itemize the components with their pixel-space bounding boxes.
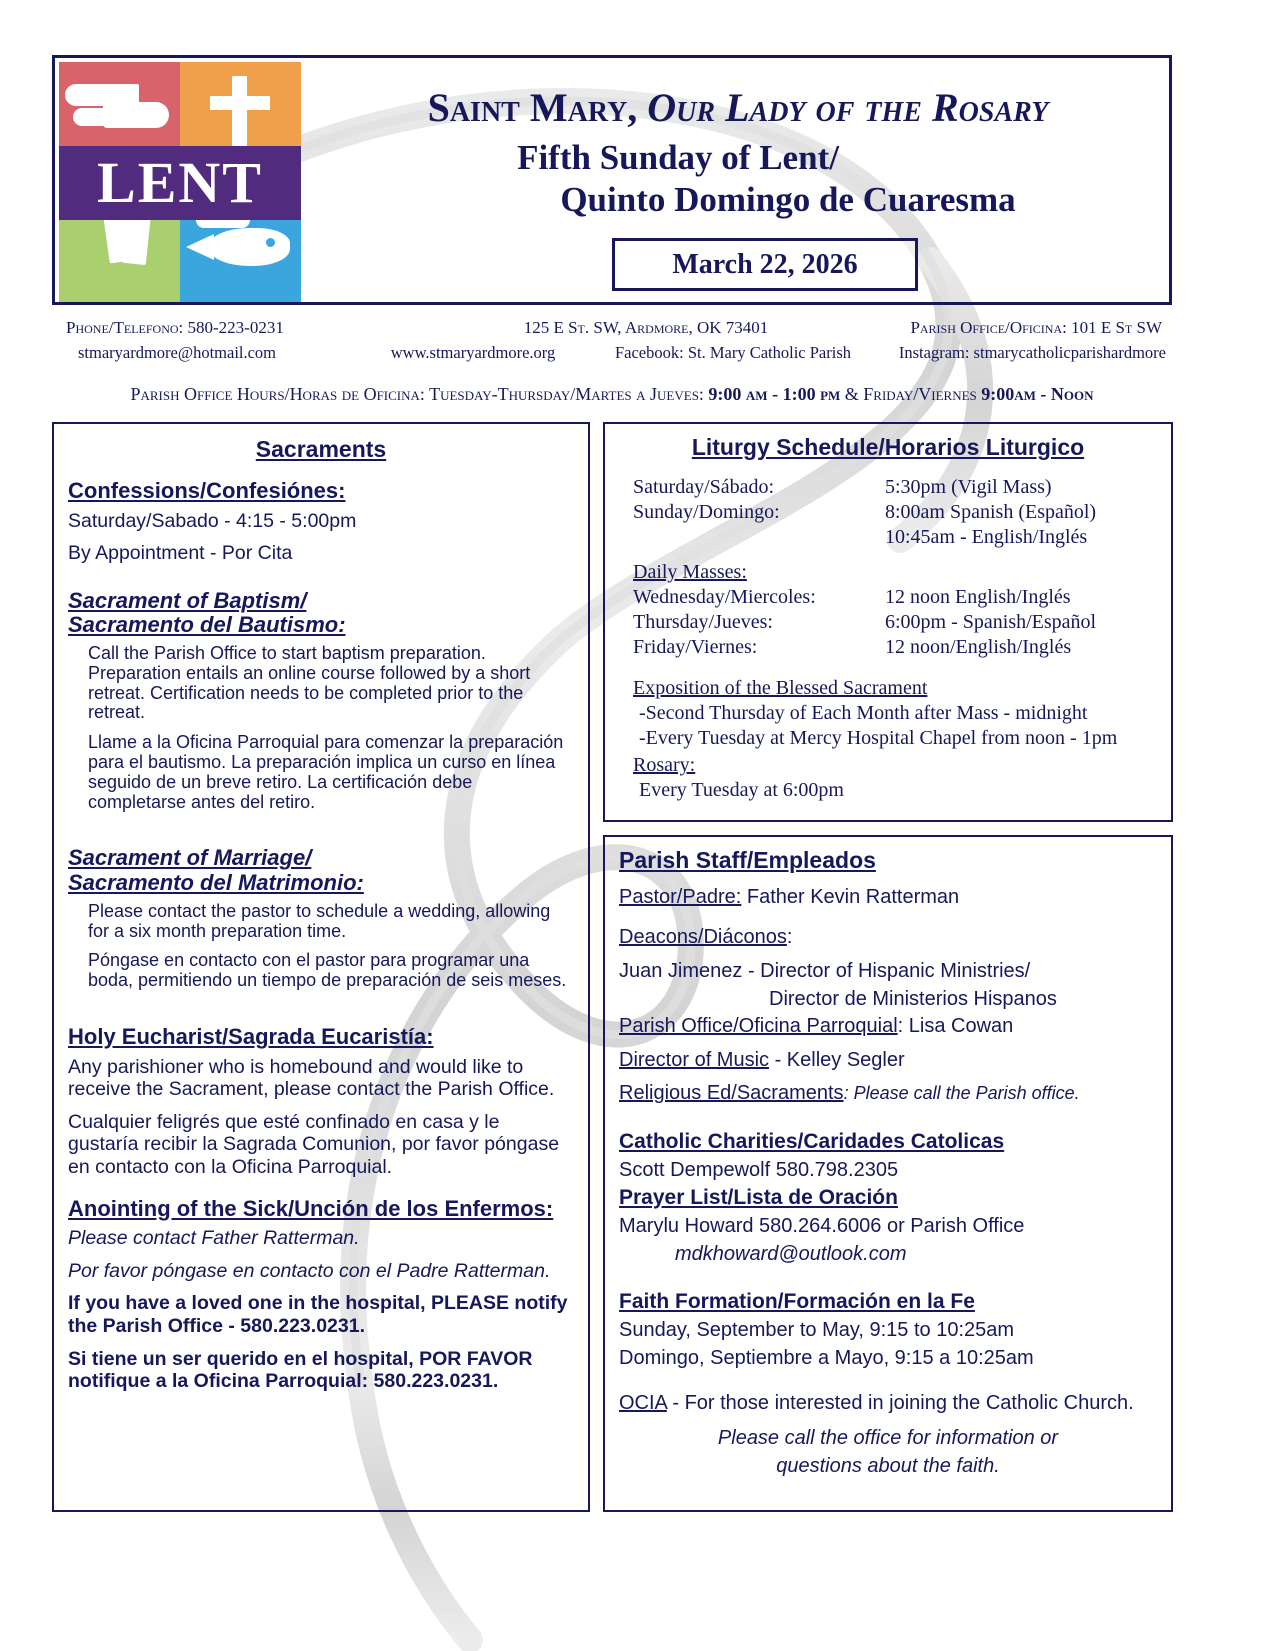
faith-formation-line-english: Sunday, September to May, 9:15 to 10:25am	[619, 1318, 1015, 1341]
liturgy-time: 8:00am Spanish (Español)	[885, 501, 1097, 523]
issue-date: March 22, 2026	[672, 248, 858, 280]
season-line-spanish: Quinto Domingo de Cuaresma	[560, 179, 1016, 219]
eucharist-heading: Holy Eucharist/Sagrada Eucaristía:	[68, 1023, 434, 1049]
rosary-heading: Rosary:	[633, 754, 696, 776]
email-link[interactable]: stmaryardmore@hotmail.com	[78, 343, 277, 362]
marriage-text-english: Please contact the pastor to schedule a wedding, allowing for a six month preparation time.	[88, 900, 551, 941]
faith-formation-line-spanish: Domingo, Septiembre a Mayo, 9:15 a 10:25am	[619, 1346, 1034, 1369]
prayer-list-contact: Marylu Howard 580.264.6006 or Parish Office	[619, 1214, 1025, 1237]
hospital-notice-english: If you have a loved one in the hospital, PLEASE notify the Parish Office - 580.223.0231.	[68, 1292, 568, 1338]
parish-name-italic: Our Lady of the Rosary	[647, 85, 1049, 130]
religious-ed-line	[619, 1082, 1157, 1106]
office-hours-weekday: 9:00 am - 1:00 pm	[708, 384, 841, 404]
baptism-heading-spanish: Sacramento del Bautismo:	[68, 612, 346, 638]
marriage-heading-english: Sacrament of Marriage/	[68, 845, 312, 871]
music-director-label: Director of Music	[619, 1048, 770, 1071]
lent-wordmark	[59, 146, 301, 220]
office-hours-label: Parish Office Hours/Horas de Oficina: Tuesday-Thursday/Martes a Jueves:	[130, 384, 704, 404]
page-title	[305, 86, 1171, 131]
confessions-heading: Confessions/Confesiónes:	[68, 478, 346, 503]
daily-masses-heading: Daily Masses:	[633, 561, 747, 583]
music-director-line	[619, 1049, 1157, 1073]
liturgy-body	[617, 475, 1159, 803]
prayer-list-heading: Prayer List/Lista de Oración	[619, 1185, 898, 1209]
music-director-name: - Kelley Segler	[769, 1048, 905, 1071]
liturgy-time: 5:30pm (Vigil Mass)	[885, 476, 1052, 498]
sacraments-title: Sacraments	[255, 436, 387, 462]
office-staff-label: Parish Office/Oficina Parroquial	[619, 1015, 898, 1038]
pastor-name: Father Kevin Ratterman	[741, 886, 960, 908]
marriage-heading	[68, 846, 574, 895]
address-text: 125 E St. SW, Ardmore, OK 73401	[523, 318, 769, 337]
religious-ed-note: : Please call the Parish office.	[843, 1083, 1080, 1104]
parish-staff-panel	[603, 835, 1173, 1512]
deacon-line-2: Director de Ministerios Hispanos	[769, 988, 1057, 1011]
daily-mass-time: 6:00pm - Spanish/Español	[885, 611, 1097, 633]
pastor-label: Pastor/Padre:	[619, 886, 742, 908]
exposition-line-1: -Second Thursday of Each Month after Mass - midnight	[639, 702, 1088, 724]
baptism-heading-english: Sacrament of Baptism/	[68, 587, 307, 613]
parish-staff-title: Parish Staff/Empleados	[619, 847, 876, 873]
marriage-heading-spanish: Sacramento del Matrimonio:	[68, 870, 364, 896]
anointing-text-english: Please contact Father Ratterman.	[68, 1227, 360, 1250]
season-title	[305, 137, 1171, 221]
baptism-heading	[68, 589, 574, 638]
ocia-line	[619, 1392, 1157, 1416]
deacon-line-1: Juan Jimenez - Director of Hispanic Ministries/	[619, 960, 1031, 983]
phone-text: Phone/Telefono: 580-223-0231	[66, 318, 284, 337]
daily-mass-row	[633, 610, 1159, 635]
ocia-text: - For those interested in joining the Catholic Church.	[666, 1391, 1134, 1414]
ocia-label: OCIA	[619, 1391, 667, 1414]
baptism-text-english: Call the Parish Office to start baptism preparation. Preparation entails an online course followed by a short retreat. Certification needs to be completed prior to the retreat.	[88, 643, 531, 723]
parish-name-plain: Saint Mary,	[427, 85, 648, 130]
office-hours-row	[52, 384, 1172, 405]
liturgy-day: Saturday/Sábado:	[633, 476, 775, 498]
liturgy-row	[633, 525, 1159, 550]
office-staff-name: : Lisa Cowan	[897, 1015, 1014, 1038]
office-address-text: Parish Office/Oficina: 101 E St SW	[910, 318, 1162, 337]
liturgy-day	[633, 525, 885, 550]
facebook-link[interactable]: Facebook: St. Mary Catholic Parish	[614, 343, 851, 362]
sacraments-panel	[52, 422, 590, 1512]
daily-mass-time: 12 noon/English/Inglés	[885, 636, 1072, 658]
deacons-label-line	[619, 926, 1157, 950]
exposition-line-2: -Every Tuesday at Mercy Hospital Chapel from noon - 1pm	[639, 727, 1118, 749]
daily-mass-row	[633, 635, 1159, 660]
contact-row-primary	[52, 318, 1172, 338]
anointing-text-spanish: Por favor póngase en contacto con el Padre Ratterman.	[68, 1259, 551, 1282]
catholic-charities-contact: Scott Dempewolf 580.798.2305	[619, 1158, 899, 1181]
marriage-text-spanish: Póngase en contacto con el pastor para programar una boda, permitiendo un tiempo de preparación de seis meses.	[88, 950, 567, 991]
faith-formation-heading: Faith Formation/Formación en la Fe	[619, 1289, 975, 1313]
season-line-english: Fifth Sunday of Lent/	[517, 137, 839, 177]
daily-mass-time: 12 noon English/Inglés	[885, 586, 1071, 608]
ocia-note-line-1: Please call the office for information or	[717, 1426, 1059, 1449]
ocia-note-line-2: questions about the faith.	[776, 1454, 1000, 1477]
eucharist-text-english: Any parishioner who is homebound and would like to receive the Sacrament, please contact the Parish Office.	[68, 1055, 555, 1101]
rosary-line: Every Tuesday at 6:00pm	[639, 779, 844, 801]
confessions-time: Saturday/Sabado - 4:15 - 5:00pm	[68, 509, 357, 532]
lent-logo	[59, 62, 301, 302]
website-link[interactable]: www.stmaryardmore.org	[390, 343, 556, 362]
liturgy-time: 10:45am - English/Inglés	[885, 526, 1088, 548]
daily-mass-day: Wednesday/Miercoles:	[633, 586, 816, 608]
office-hours-conjunction: & Friday/Viernes	[840, 384, 982, 404]
daily-mass-row	[633, 585, 1159, 610]
deacons-label: Deacons/Diáconos	[619, 925, 787, 948]
masthead-text	[305, 64, 1171, 221]
confessions-appointment: By Appointment - Por Cita	[68, 542, 293, 565]
hospital-notice-spanish: Si tiene un ser querido en el hospital, POR FAVOR notifique a la Oficina Parroquial: 580.223.0231.	[68, 1347, 533, 1393]
liturgy-schedule-panel	[603, 422, 1173, 822]
issue-date-box	[612, 238, 918, 291]
religious-ed-label: Religious Ed/Sacraments	[619, 1082, 844, 1105]
office-staff-line	[619, 1015, 1157, 1039]
daily-mass-day: Thursday/Jueves:	[633, 611, 773, 633]
deacons-colon: :	[786, 925, 793, 948]
liturgy-title: Liturgy Schedule/Horarios Liturgico	[691, 434, 1085, 460]
office-hours-friday: 9:00am - Noon	[981, 384, 1094, 404]
exposition-heading: Exposition of the Blessed Sacrament	[633, 677, 928, 699]
anointing-heading: Anointing of the Sick/Unción de los Enfermos:	[68, 1195, 554, 1221]
liturgy-row	[633, 475, 1159, 500]
daily-mass-day: Friday/Viernes:	[633, 636, 758, 658]
baptism-text-spanish: Llame a la Oficina Parroquial para comenzar la preparación para el bautismo. La preparación implica un curso en línea seguido de un breve retiro. La certificación debe completarse antes del retiro.	[88, 732, 564, 812]
eucharist-text-spanish: Cualquier feligrés que esté confinado en casa y le gustaría recibir la Sagrada Comunion, por favor póngase en contacto con la Oficina Parroquial.	[68, 1110, 560, 1178]
catholic-charities-heading: Catholic Charities/Caridades Catolicas	[619, 1129, 1005, 1153]
prayer-list-email[interactable]: mdkhoward@outlook.com	[675, 1242, 907, 1265]
lent-wordmark-text: LENT	[97, 150, 263, 215]
pastor-line	[619, 886, 1157, 910]
liturgy-row	[633, 500, 1159, 525]
contact-row-secondary	[52, 343, 1172, 363]
instagram-link[interactable]: Instagram: stmarycatholicparishardmore	[898, 343, 1166, 362]
liturgy-day: Sunday/Domingo:	[633, 501, 780, 523]
